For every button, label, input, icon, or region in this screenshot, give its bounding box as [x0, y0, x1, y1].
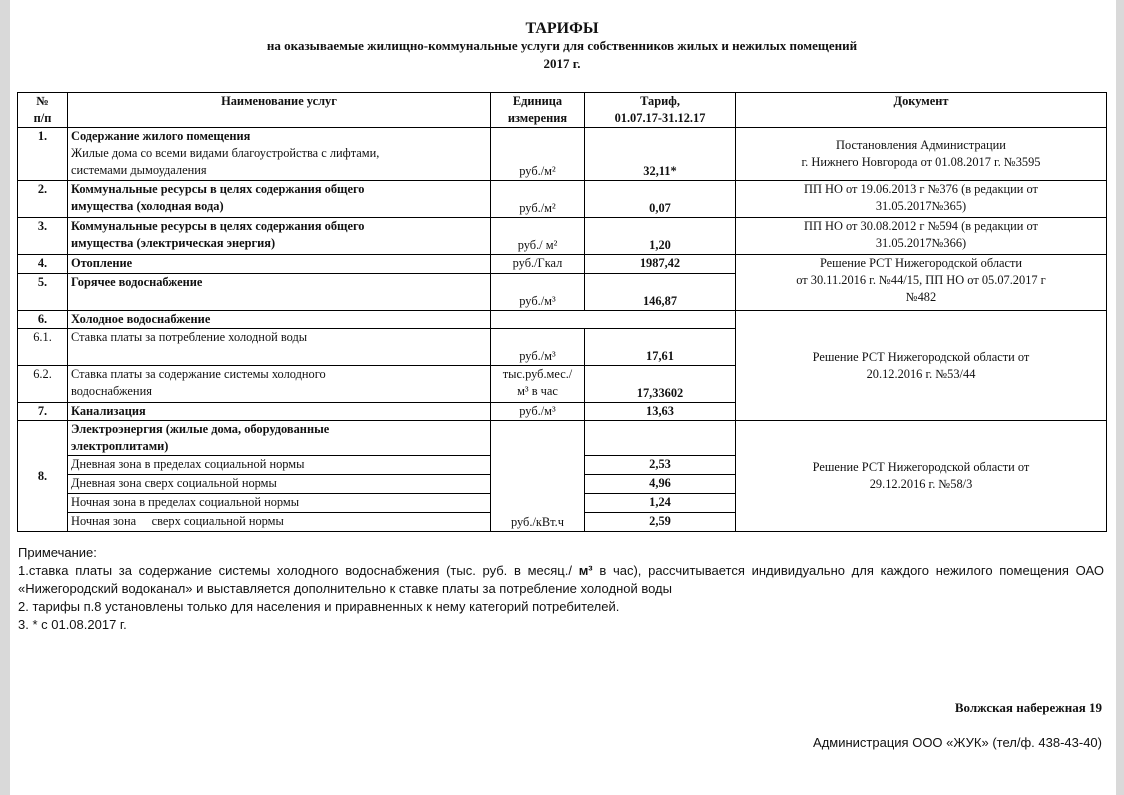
row-name: Канализация: [68, 403, 491, 421]
row-name: Электроэнергия (жилые дома, оборудованные электроплитами): [68, 421, 491, 456]
document-subtitle: на оказываемые жилищно-коммунальные услуги для собственников жилых и нежилых помещений: [266, 38, 858, 53]
row-name: Горячее водоснабжение: [68, 274, 491, 311]
header-num: № п/п: [18, 93, 68, 128]
row-tariff: 1987,42: [585, 255, 736, 274]
row-tariff: 17,33602: [585, 366, 736, 403]
row-doc: ПП НО от 19.06.2013 г №376 (в редакции от 31.05.2017№365): [736, 181, 1107, 218]
document-title: ТАРИФЫ: [525, 20, 599, 37]
row-unit: руб./м³: [491, 403, 585, 421]
row-num: 5.: [18, 274, 68, 311]
row-num: 6.2.: [18, 366, 68, 403]
footer-address: Волжская набережная 19: [954, 700, 1102, 715]
row-num: 7.: [18, 403, 68, 421]
row-tariff: 1,24: [585, 494, 736, 513]
table-row: [18, 255, 1107, 274]
row-num: 6.1.: [18, 329, 68, 366]
header-tariff: Тариф, 01.07.17-31.12.17: [585, 93, 736, 128]
row-tariff: 32,11*: [585, 128, 736, 181]
row-doc: Постановления Администрации г. Нижнего Новгорода от 01.08.2017 г. №3595: [736, 128, 1107, 181]
row-num: 2.: [18, 181, 68, 218]
row-unit: руб./ м²: [491, 218, 585, 255]
row-unit: руб./кВт.ч: [491, 421, 585, 532]
row-name: Дневная зона в пределах социальной нормы: [68, 456, 491, 475]
row-name: Ночная зона в пределах социальной нормы: [68, 494, 491, 513]
row-name: Коммунальные ресурсы в целях содержания общего имущества (холодная вода): [68, 181, 491, 218]
row-unit: тыс.руб.мес./ м³ в час: [491, 366, 585, 403]
table-row: [18, 128, 1107, 181]
header-doc: Документ: [736, 93, 1107, 128]
row-empty: [585, 421, 736, 456]
row-doc: ПП НО от 30.08.2012 г №594 (в редакции от 31.05.2017№366): [736, 218, 1107, 255]
row-num: 1.: [18, 128, 68, 181]
row-tariff: 1,20: [585, 218, 736, 255]
table-row: [18, 311, 1107, 329]
row-num: 3.: [18, 218, 68, 255]
row-name: Ставка платы за потребление холодной воды: [68, 329, 491, 366]
table-header-row: [18, 93, 1107, 128]
row-doc: Решение РСТ Нижегородской области от 20.12.2016 г. №53/44: [736, 311, 1107, 421]
row-unit: руб./м²: [491, 181, 585, 218]
row-unit: руб./м³: [491, 274, 585, 311]
table-row: [18, 218, 1107, 255]
row-unit: руб./Гкал: [491, 255, 585, 274]
row-tariff: 13,63: [585, 403, 736, 421]
row-name: Дневная зона сверх социальной нормы: [68, 475, 491, 494]
row-name: Отопление: [68, 255, 491, 274]
notes-section: [18, 544, 1104, 634]
row-tariff: 0,07: [585, 181, 736, 218]
document-year: 2017 г.: [543, 56, 581, 71]
row-doc: Решение РСТ Нижегородской области от 29.12.2016 г. №58/3: [736, 421, 1107, 532]
row-unit: руб./м²: [491, 128, 585, 181]
row-name: Ночная зона сверх социальной нормы: [68, 513, 491, 532]
row-tariff: 4,96: [585, 475, 736, 494]
row-name: Коммунальные ресурсы в целях содержания общего имущества (электрическая энергия): [68, 218, 491, 255]
footer-admin: Администрация ООО «ЖУК» (тел/ф. 438-43-40): [813, 735, 1102, 750]
row-tariff: 2,53: [585, 456, 736, 475]
row-num: 8.: [18, 421, 68, 532]
row-unit: руб./м³: [491, 329, 585, 366]
row-name: Холодное водоснабжение: [68, 311, 491, 329]
row-name: Содержание жилого помещения Жилые дома со всеми видами благоустройства с лифтами, системами дымоудаления: [68, 128, 491, 181]
row-num: 6.: [18, 311, 68, 329]
tariffs-table: [17, 92, 1107, 532]
row-tariff: 2,59: [585, 513, 736, 532]
header-unit: Единица измерения: [491, 93, 585, 128]
row-empty: [491, 311, 736, 329]
notes-heading: Примечание:: [18, 545, 97, 560]
table-row: [18, 181, 1107, 218]
note-3: 3. * с 01.08.2017 г.: [18, 617, 127, 632]
row-num: 4.: [18, 255, 68, 274]
note-1: 1.ставка платы за содержание системы холодного водоснабжения (тыс. руб. в месяц./ м³ в час), рассчитывается индивидуально для каждого нежилого помещения ОАО «Нижегородский водоканал» и выставляется дополнительно к ставке платы за потребление холодной воды: [18, 563, 1104, 596]
note-2: 2. тарифы п.8 установлены только для населения и приравненных к нему категорий потребителей.: [18, 599, 620, 614]
row-doc: Решение РСТ Нижегородской области от 30.11.2016 г. №44/15, ПП НО от 05.07.2017 г №482: [736, 255, 1107, 311]
row-tariff: 146,87: [585, 274, 736, 311]
row-name: Ставка платы за содержание системы холодного водоснабжения: [68, 366, 491, 403]
table-row: [18, 421, 1107, 456]
header-name: Наименование услуг: [68, 93, 491, 128]
row-tariff: 17,61: [585, 329, 736, 366]
